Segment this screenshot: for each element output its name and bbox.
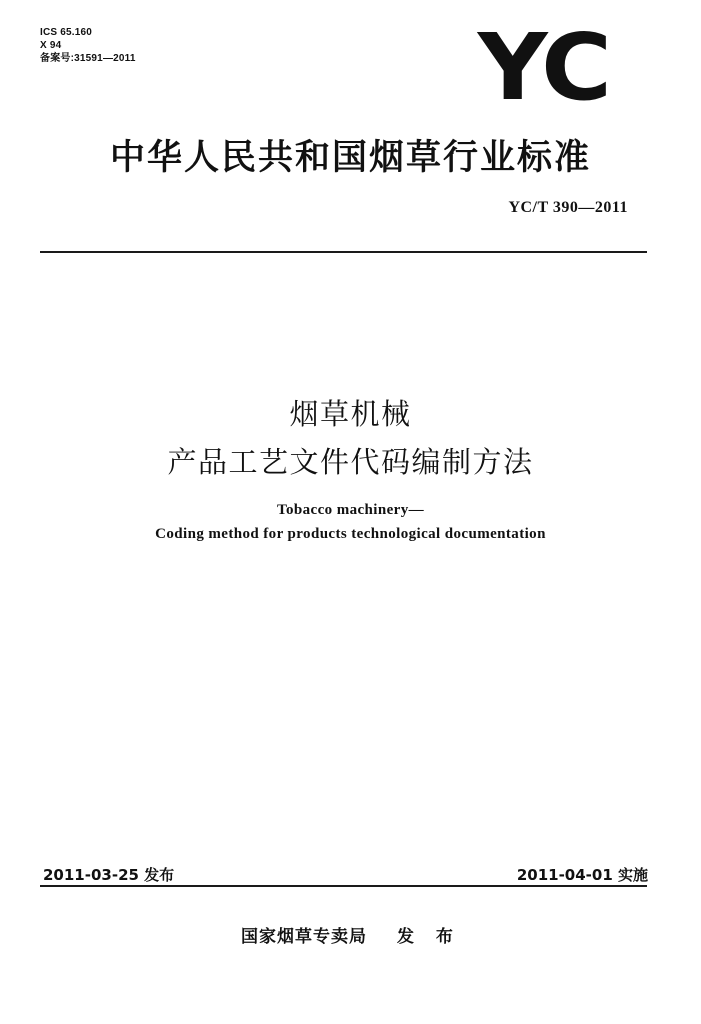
cn-title-line1: 烟草机械 bbox=[289, 397, 412, 431]
issue-action: 发 布 bbox=[397, 927, 461, 947]
ics-code: ICS 65.160 bbox=[40, 27, 93, 38]
footer-divider bbox=[40, 885, 647, 887]
en-title-line2: Coding method for products technological documentation bbox=[155, 526, 546, 542]
record-number: 备案号:31591—2011 bbox=[40, 53, 136, 64]
publish-date: 2011-03-25 发布 bbox=[43, 866, 175, 884]
header-divider bbox=[40, 251, 647, 253]
standard-number: YC/T 390—2011 bbox=[508, 199, 628, 216]
classification-block bbox=[40, 26, 136, 65]
issuer-name: 国家烟草专卖局 bbox=[241, 927, 367, 947]
en-title-line1: Tobacco machinery— bbox=[276, 502, 425, 518]
cn-title-line2: 产品工艺文件代码编制方法 bbox=[167, 445, 534, 479]
yc-logo: YC bbox=[477, 14, 609, 121]
issuer-line bbox=[241, 922, 461, 947]
class-code: X 94 bbox=[40, 40, 62, 51]
implement-date: 2011-04-01 实施 bbox=[516, 866, 648, 884]
org-title: 中华人民共和国烟草行业标准 bbox=[109, 138, 591, 178]
